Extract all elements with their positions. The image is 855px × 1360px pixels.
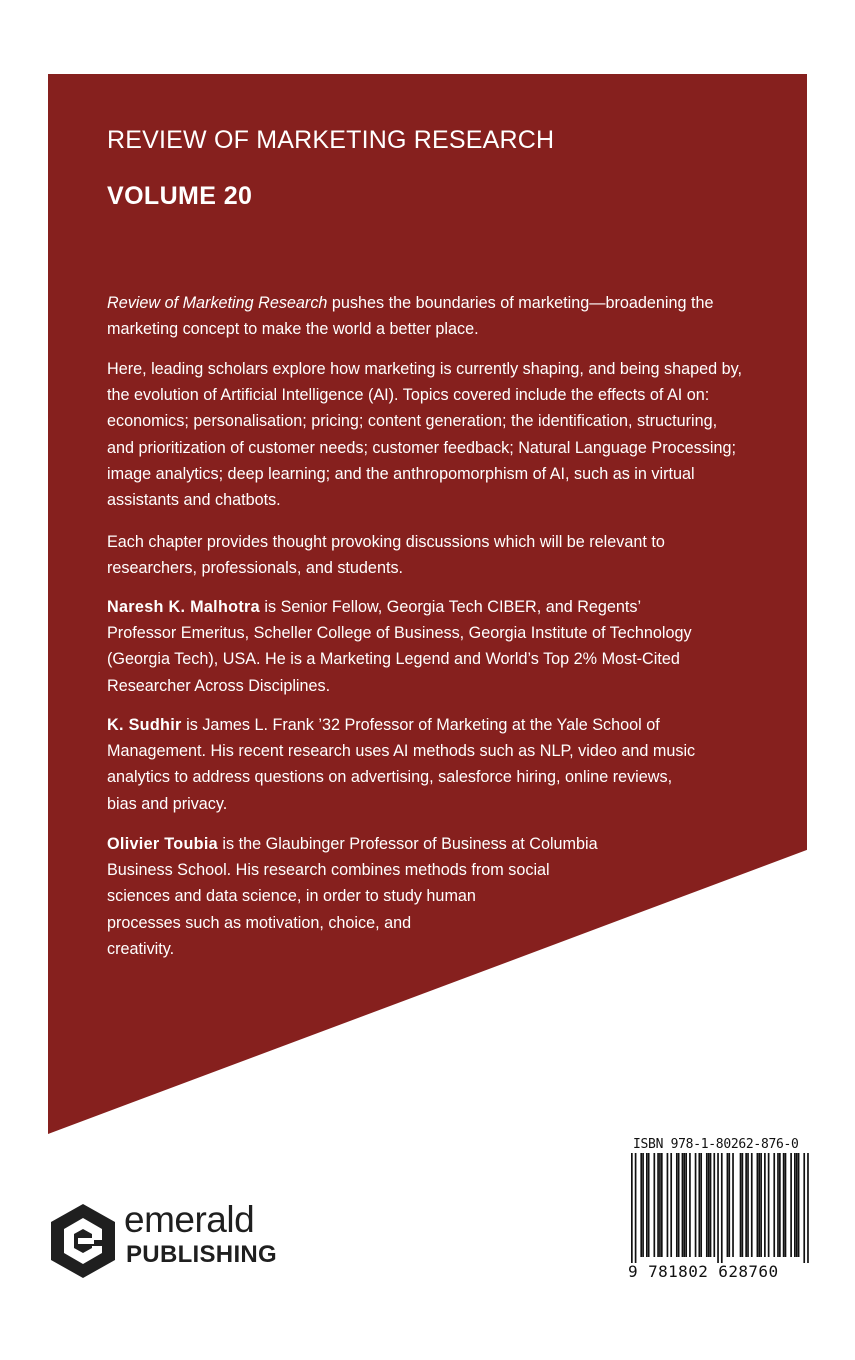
barcode-bar: [745, 1153, 747, 1257]
barcode-bar: [768, 1153, 770, 1257]
barcode-bar: [685, 1153, 687, 1257]
barcode-bar: [717, 1153, 719, 1263]
isbn-barcode: [631, 1153, 809, 1265]
bio-line: [107, 594, 747, 620]
emerald-hexagon-logo-icon: [48, 1202, 118, 1280]
publisher-name: emerald: [124, 1199, 255, 1240]
barcode-bar: [640, 1153, 642, 1257]
barcode-bar: [794, 1153, 796, 1257]
topics-paragraph: Here, leading scholars explore how marketing is currently shaping, and being shaped by, the evolution of Artificial Intelligence (AI). Topics covered include the effects of AI on: economics; personalisation; pricing; content generation; the identification, structuring, and prioritization of customer needs; customer feedback; Natural Language Processing; image analytics; deep learning; and the anthropomorphism of AI, such as in virtual assistants and chatbots.: [107, 360, 742, 510]
barcode-bar: [661, 1153, 663, 1257]
barcode-bar: [785, 1153, 787, 1257]
barcode-digits: 9 781802 628760: [628, 1262, 779, 1281]
barcode-bar: [740, 1153, 742, 1257]
barcode-bar: [713, 1153, 715, 1257]
intro-text: pushes the boundaries of marketing—broadening the marketing concept to make the world a better place.: [107, 294, 714, 339]
bio-line: analytics to address questions on advertising, salesforce hiring, online reviews,: [107, 768, 673, 787]
barcode-bar: [807, 1153, 809, 1263]
intro-series-name: Review of Marketing Research: [107, 294, 328, 312]
barcode-bar: [747, 1153, 749, 1257]
barcode-bar: [803, 1153, 805, 1263]
barcode-bar: [727, 1153, 729, 1257]
bio-line: bias and privacy.: [107, 794, 228, 813]
barcode-bar: [742, 1153, 744, 1257]
barcode-bar: [706, 1153, 708, 1257]
bio-line: sciences and data science, in order to study human: [107, 887, 476, 906]
barcode-bar: [773, 1153, 775, 1257]
barcode-bar: [751, 1153, 753, 1257]
barcode-bar: [732, 1153, 734, 1257]
barcode-bar: [667, 1153, 669, 1257]
bio-text: is the Glaubinger Professor of Business at Columbia: [217, 835, 598, 853]
bio-line: Management. His recent research uses AI methods such as NLP, video and music: [107, 742, 696, 761]
bio-line: [107, 712, 747, 738]
author-bio-toubia: [107, 831, 667, 962]
barcode-bar: [777, 1153, 779, 1257]
barcode-bar: [779, 1153, 781, 1257]
barcode-bar: [698, 1153, 700, 1257]
barcode-bar: [683, 1153, 685, 1257]
barcode-bar: [653, 1153, 655, 1257]
barcode-bar: [760, 1153, 762, 1257]
bio-text: is James L. Frank ’32 Professor of Marketing at the Yale School of: [181, 716, 660, 734]
barcode-bar: [689, 1153, 691, 1257]
barcode-bar: [648, 1153, 650, 1257]
barcode-bar: [708, 1153, 710, 1257]
bio-line: (Georgia Tech), USA. He is a Marketing Legend and World’s Top 2% Most-Cited: [107, 650, 680, 669]
author-bio-sudhir: [107, 712, 747, 817]
barcode-bar: [728, 1153, 730, 1257]
volume-label: VOLUME 20: [107, 182, 253, 210]
bio-line: Business School. His research combines methods from social: [107, 861, 550, 880]
barcode-bar: [682, 1153, 684, 1257]
barcode-bar: [758, 1153, 760, 1257]
isbn-label: ISBN 978-1-80262-876-0: [633, 1137, 799, 1152]
author-name: Olivier Toubia: [107, 835, 218, 853]
bio-line: processes such as motivation, choice, and: [107, 913, 412, 932]
barcode-bar: [646, 1153, 648, 1257]
barcode-bar: [657, 1153, 659, 1257]
bio-line: creativity.: [107, 939, 175, 958]
series-title: REVIEW OF MARKETING RESEARCH: [107, 126, 555, 154]
barcode-bar: [670, 1153, 672, 1257]
publisher-name-secondary: PUBLISHING: [126, 1241, 278, 1268]
barcode-bar: [695, 1153, 697, 1257]
barcode-bar: [631, 1153, 633, 1263]
barcode-bar: [642, 1153, 644, 1257]
intro-paragraph: [107, 290, 737, 342]
barcode-bar: [757, 1153, 759, 1257]
bio-text: is Senior Fellow, Georgia Tech CIBER, and Regents’: [259, 598, 642, 616]
barcode-bar: [676, 1153, 678, 1257]
barcode-bar: [796, 1153, 798, 1257]
bio-line: Professor Emeritus, Scheller College of Business, Georgia Institute of Technology: [107, 624, 692, 643]
barcode-bar: [710, 1153, 712, 1257]
author-name: K. Sudhir: [107, 716, 182, 734]
barcode-bar: [700, 1153, 702, 1257]
barcode-bar: [659, 1153, 661, 1257]
barcode-bar: [790, 1153, 792, 1257]
barcode-bar: [783, 1153, 785, 1257]
barcode-bar: [764, 1153, 766, 1257]
barcode-bar: [798, 1153, 800, 1257]
bio-line: [107, 831, 667, 857]
bio-line: Researcher Across Disciplines.: [107, 676, 331, 695]
author-name: Naresh K. Malhotra: [107, 598, 260, 616]
barcode-bar: [678, 1153, 680, 1257]
barcode-bar: [721, 1153, 723, 1263]
author-bio-malhotra: [107, 594, 747, 699]
barcode-bar: [635, 1153, 637, 1263]
chapter-note-paragraph: Each chapter provides thought provoking discussions which will be relevant to researchers, professionals, and students.: [107, 533, 665, 578]
